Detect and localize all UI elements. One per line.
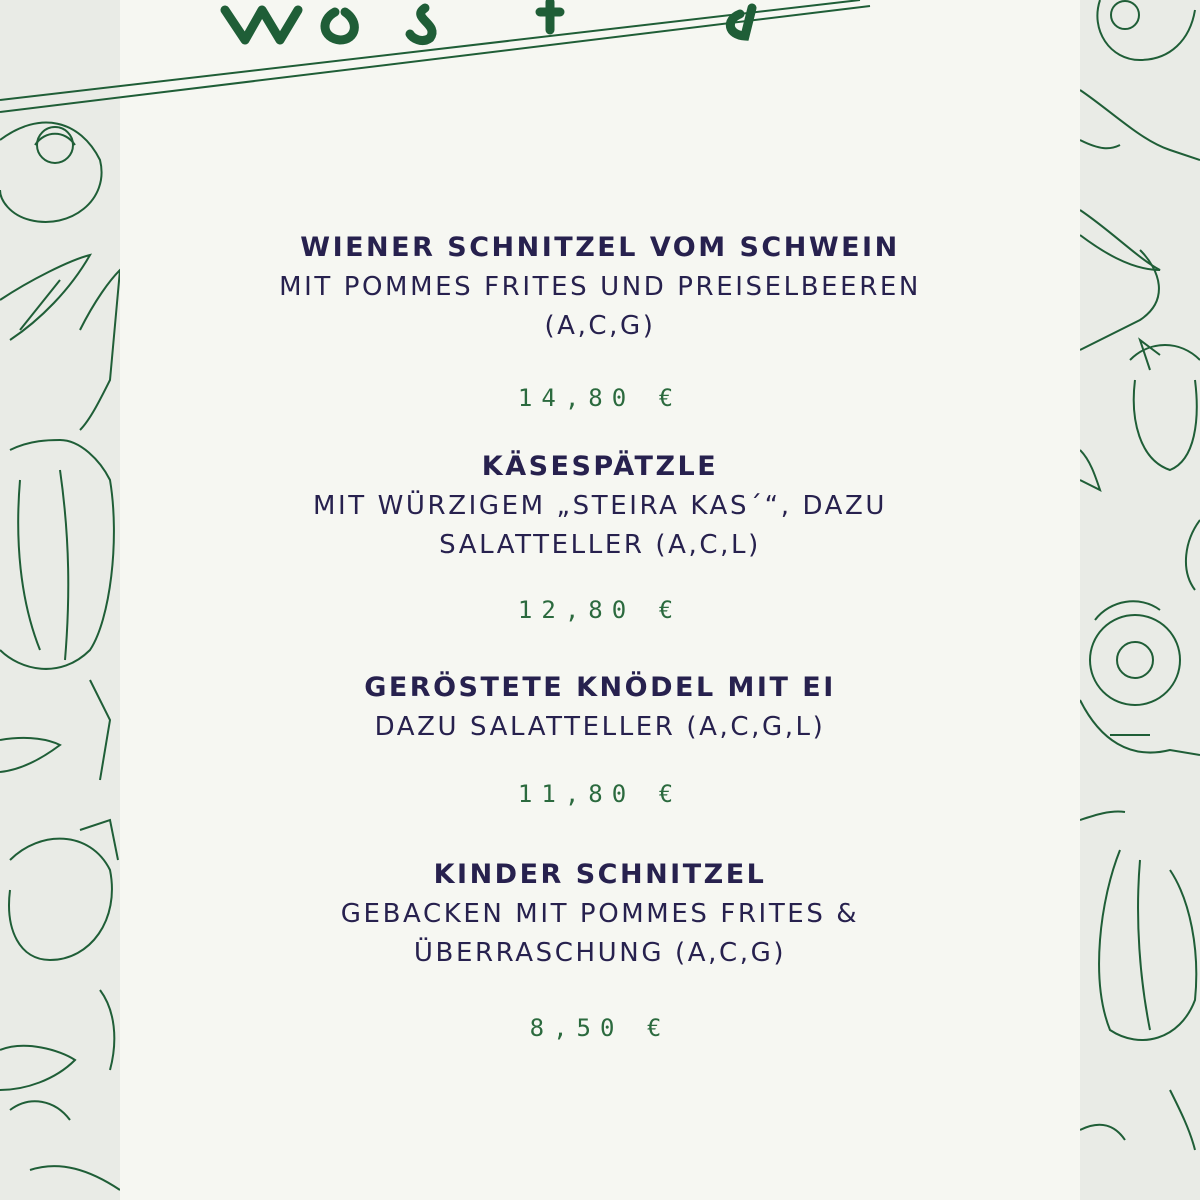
menu-item-name: WIENER SCHNITZEL VOM SCHWEIN: [300, 232, 900, 263]
menu-item: [120, 447, 1080, 625]
right-botanical-panel: [1080, 0, 1200, 1200]
left-botanical-panel: [0, 0, 120, 1200]
menu-item-description: MIT POMMES FRITES UND PREISELBEEREN: [279, 272, 921, 302]
menu-item-description: MIT WÜRZIGEM „STEIRA KAS´“, DAZU: [312, 491, 888, 521]
botanical-illustration-left: [0, 0, 120, 1200]
title-banner-decoration: [0, 0, 1200, 130]
menu-item-description: (A,C,G): [544, 311, 656, 341]
menu-item-price: 14,80 €: [517, 384, 683, 412]
menu-item-name: GERÖSTETE KNÖDEL MIT EI: [364, 672, 836, 703]
menu-item-description: SALATTELLER (A,C,L): [439, 530, 761, 560]
menu-item-name: KINDER SCHNITZEL: [433, 859, 767, 890]
menu-item-description: DAZU SALATTELLER (A,C,G,L): [374, 712, 826, 742]
menu-item-description: ÜBERRASCHUNG (A,C,G): [413, 938, 787, 968]
menu-item: [120, 668, 1080, 809]
menu-list: [120, 228, 1080, 1043]
menu-item: [120, 855, 1080, 1043]
menu-item-price: 8,50 €: [529, 1014, 671, 1042]
menu-item-price: 11,80 €: [517, 780, 683, 808]
menu-item-name: KÄSESPÄTZLE: [481, 451, 719, 482]
menu-item-price: 12,80 €: [517, 596, 683, 624]
menu-item: [120, 228, 1080, 413]
botanical-illustration-right: [1080, 0, 1200, 1200]
menu-item-description: GEBACKEN MIT POMMES FRITES &: [340, 899, 860, 929]
